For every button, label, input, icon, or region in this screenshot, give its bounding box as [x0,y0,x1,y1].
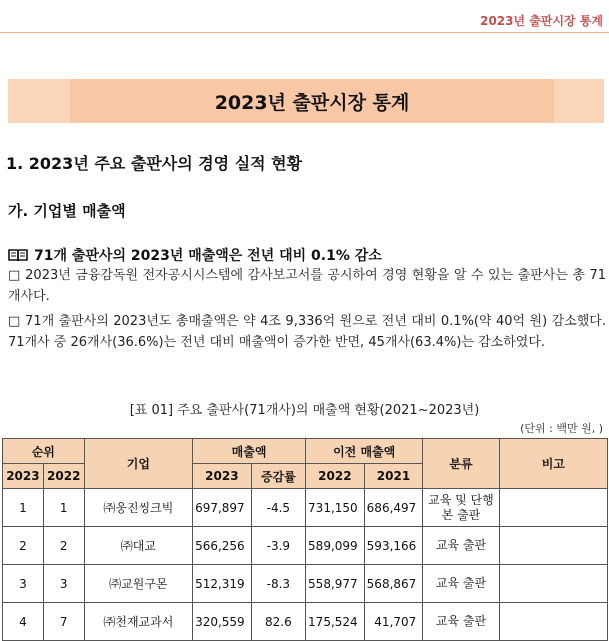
rank-2023: 2 [3,527,44,565]
sales-2021: 686,497 [364,489,423,527]
sales-2022: 558,977 [306,565,365,603]
table-row [3,565,608,603]
header-sales-2023: 2023 [193,464,252,489]
table-caption: [표 01] 주요 출판사(71개사)의 매출액 현황(2021~2023년) [129,403,480,418]
company-name: ㈜천재교과서 [84,603,192,641]
sales-2021: 568,867 [364,565,423,603]
header-sales: 매출액 [193,439,306,464]
note [499,565,607,603]
sales-2023: 320,559 [193,603,252,641]
page-title: 2023년 출판시장 통계 [70,79,554,123]
company-name: ㈜대교 [84,527,192,565]
header-note: 비고 [499,439,607,489]
paragraph: □ 2023년 금융감독원 전자공시시스템에 감사보고서를 공시하여 경영 현황을 알 수 있는 출판사는 총 71개사다. [8,268,606,304]
rank-2023: 3 [3,565,44,603]
change-rate: 82.6 [251,603,305,641]
title-band [8,79,604,123]
rank-2023: 1 [3,489,44,527]
sales-2021: 41,707 [364,603,423,641]
sales-2023: 697,897 [193,489,252,527]
company-name: ㈜교원구몬 [84,565,192,603]
category: 교육 출판 [423,603,499,641]
paragraph: □ 71개 출판사의 2023년도 총매출액은 약 4조 9,336억 원으로 전년 대비 0.1%(약 40억 원) 감소했다. 71개사 중 26개사(36.6%)는 전년 대비 매출액이 증가한 반면, 45개사(63.4%)는 감소하였다. [8,314,606,350]
running-header: 2023년 출판시장 통계 [480,14,603,28]
sales-2022: 175,524 [306,603,365,641]
note [499,489,607,527]
header-rank-2022: 2022 [43,464,84,489]
category: 교육 및 단행본 출판 [423,489,499,527]
table-row [3,527,608,565]
change-rate: -8.3 [251,565,305,603]
header-rank-2023: 2023 [3,464,44,489]
sales-2022: 589,099 [306,527,365,565]
sales-2023: 512,319 [193,565,252,603]
category: 교육 출판 [423,565,499,603]
rank-2022: 1 [43,489,84,527]
table-row [3,489,608,527]
table-row [3,603,608,641]
sales-2022: 731,150 [306,489,365,527]
header-change: 증감률 [251,464,305,489]
header-prev-sales: 이전 매출액 [306,439,423,464]
subsection-heading: 가. 기업별 매출액 [8,202,126,220]
rank-2023: 4 [3,603,44,641]
header-prev-2021: 2021 [364,464,423,489]
note [499,603,607,641]
point-heading-text: 71개 출판사의 2023년 매출액은 전년 대비 0.1% 감소 [34,248,382,264]
rank-2022: 7 [43,603,84,641]
rank-2022: 3 [43,565,84,603]
header-prev-2022: 2022 [306,464,365,489]
unit-note: (단위 : 백만 원, ) [520,422,603,435]
sales-table [2,438,608,641]
header-rule [0,32,609,33]
rank-2022: 2 [43,527,84,565]
header-category: 분류 [423,439,499,489]
sales-2021: 593,166 [364,527,423,565]
point-heading [8,245,382,265]
header-company: 기업 [84,439,192,489]
sales-2023: 566,256 [193,527,252,565]
header-rank: 순위 [3,439,85,464]
company-name: ㈜웅진씽크빅 [84,489,192,527]
change-rate: -3.9 [251,527,305,565]
note [499,527,607,565]
book-icon [8,248,28,262]
category: 교육 출판 [423,527,499,565]
section-heading: 1. 2023년 주요 출판사의 경영 실적 현황 [6,154,303,173]
change-rate: -4.5 [251,489,305,527]
